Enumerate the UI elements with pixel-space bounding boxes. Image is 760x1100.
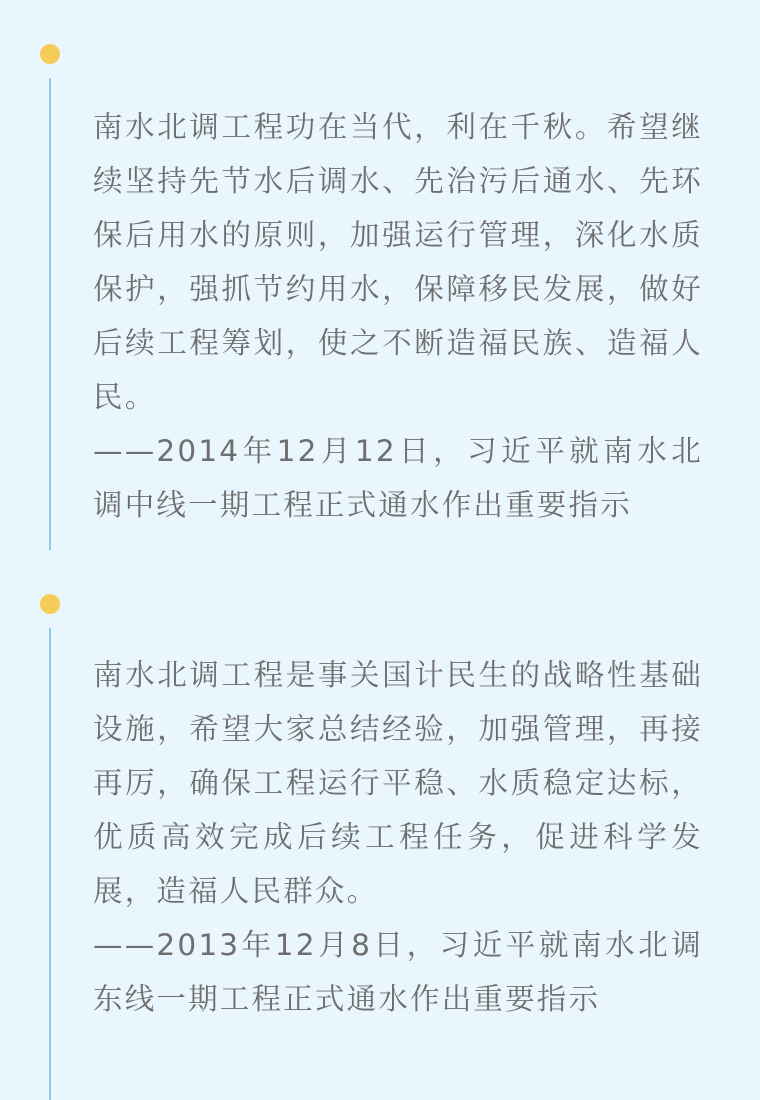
timeline-line-1: [49, 78, 51, 550]
quote-attribution-1: ——2014年12月12日，习近平就南水北调中线一期工程正式通水作出重要指示: [93, 434, 703, 522]
quote-block-2: [93, 648, 703, 1026]
timeline-dot-2: [40, 594, 60, 614]
timeline-dot-1: [40, 44, 60, 64]
timeline-line-2: [49, 628, 51, 1100]
quote-text-1: 南水北调工程功在当代，利在千秋。希望继续坚持先节水后调水、先治污后通水、先环保后用水的原则，加强运行管理，深化水质保护，强抓节约用水，保障移民发展，做好后续工程筹划，使之不断造福民族、造福人民。: [93, 110, 703, 414]
quote-block-1: [93, 100, 703, 532]
quote-attribution-2: ——2013年12月8日，习近平就南水北调东线一期工程正式通水作出重要指示: [93, 928, 703, 1016]
quote-text-2: 南水北调工程是事关国计民生的战略性基础设施，希望大家总结经验，加强管理，再接再厉，确保工程运行平稳、水质稳定达标，优质高效完成后续工程任务，促进科学发展，造福人民群众。: [93, 658, 703, 908]
